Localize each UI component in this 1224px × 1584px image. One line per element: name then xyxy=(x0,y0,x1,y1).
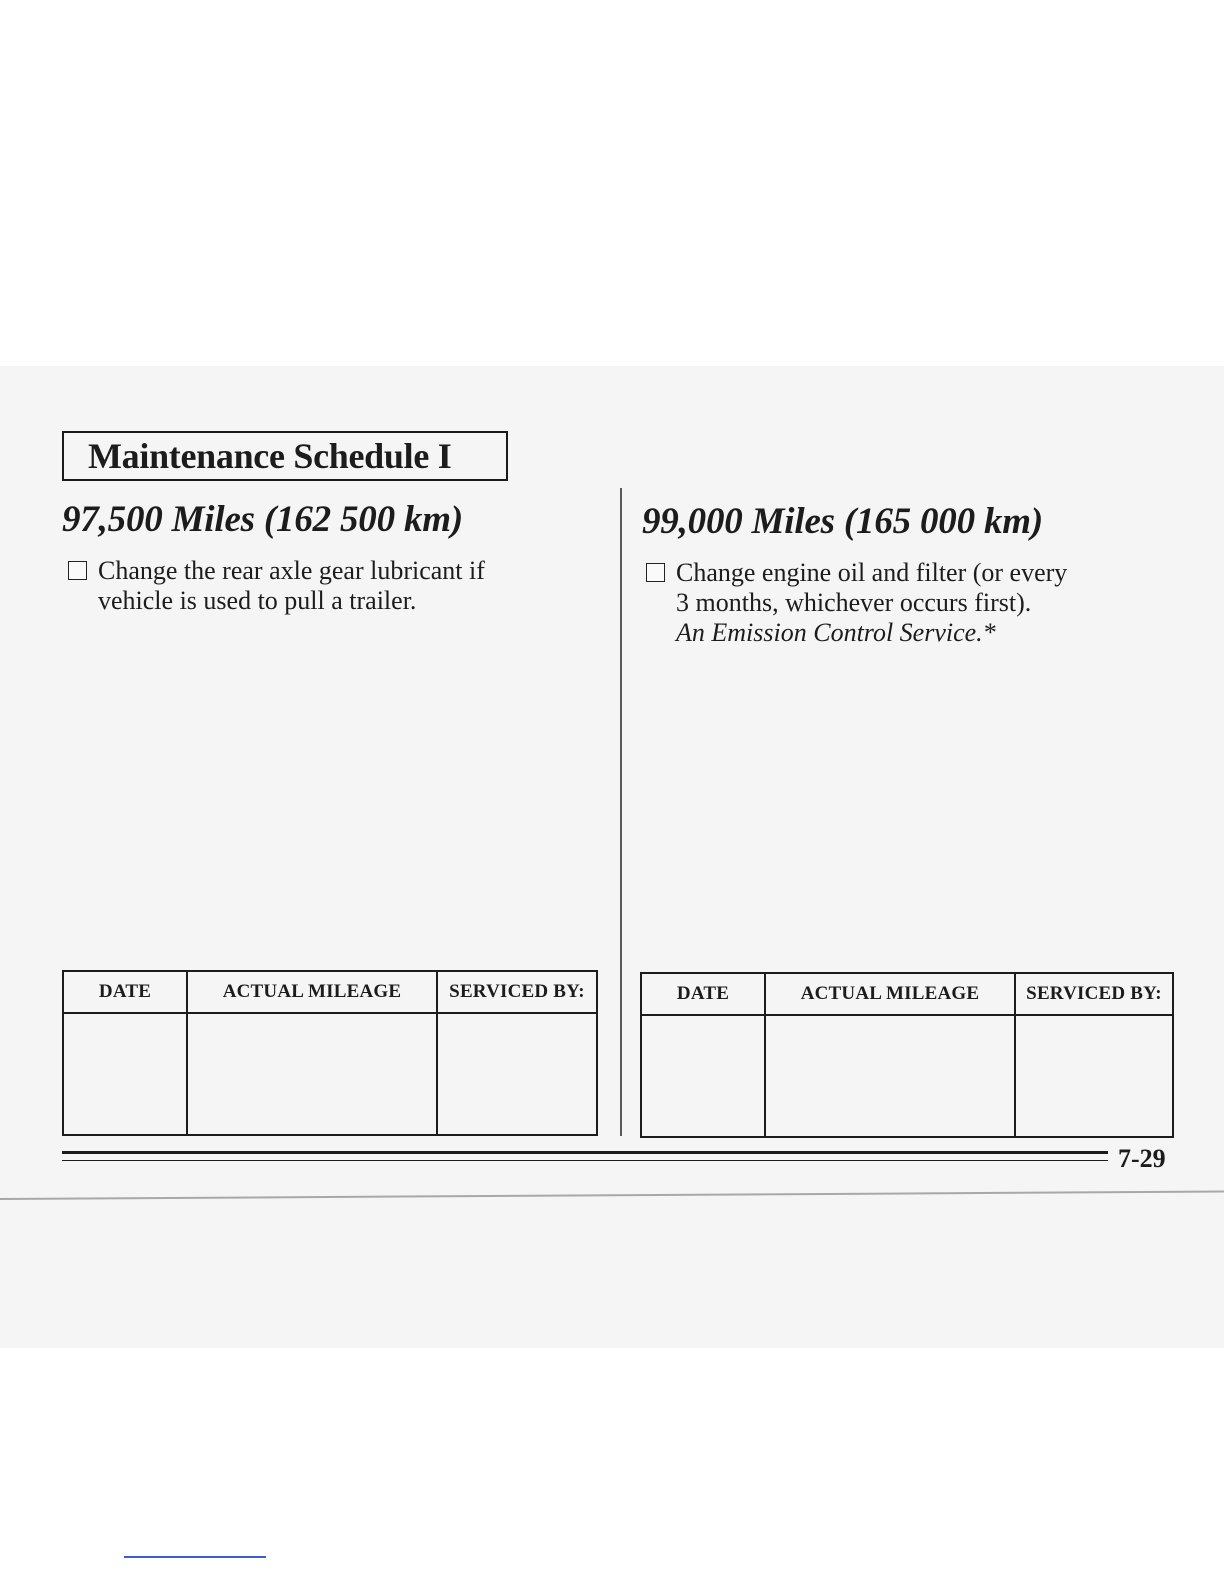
actual-mileage-cell[interactable] xyxy=(187,1013,437,1135)
emission-control-note: An Emission Control Service.* xyxy=(676,618,996,647)
footer-rule-thin xyxy=(62,1160,1108,1161)
date-cell[interactable] xyxy=(63,1013,187,1135)
right-service-log-table xyxy=(640,972,1174,1138)
footer-link-underline[interactable] xyxy=(124,1556,266,1558)
left-service-line-1: Change the rear axle gear lubricant if xyxy=(98,556,485,585)
right-service-line-1: Change engine oil and filter (or every xyxy=(676,558,1068,587)
table-header-row xyxy=(641,973,1173,1015)
actual-mileage-column-header: ACTUAL MILEAGE xyxy=(765,973,1015,1015)
left-service-item xyxy=(98,556,485,616)
section-title: Maintenance Schedule I xyxy=(62,431,508,481)
actual-mileage-column-header: ACTUAL MILEAGE xyxy=(187,971,437,1013)
right-service-checkbox[interactable] xyxy=(646,563,665,582)
serviced-by-cell[interactable] xyxy=(437,1013,597,1135)
footer-rule-thick xyxy=(62,1151,1108,1154)
left-service-checkbox[interactable] xyxy=(68,561,87,580)
right-interval-heading: 99,000 Miles (165 000 km) xyxy=(642,501,1043,542)
table-row xyxy=(641,1015,1173,1137)
date-column-header: DATE xyxy=(63,971,187,1013)
left-interval-heading: 97,500 Miles (162 500 km) xyxy=(62,499,463,540)
table-header-row xyxy=(63,971,597,1013)
column-divider xyxy=(620,488,622,1136)
page-number: 7-29 xyxy=(1118,1144,1166,1173)
left-service-log-table xyxy=(62,970,598,1136)
serviced-by-cell[interactable] xyxy=(1015,1015,1173,1137)
right-service-line-2: 3 months, whichever occurs first). xyxy=(676,588,1032,617)
date-column-header: DATE xyxy=(641,973,765,1015)
table-row xyxy=(63,1013,597,1135)
serviced-by-column-header: SERVICED BY: xyxy=(1015,973,1173,1015)
left-service-line-2: vehicle is used to pull a trailer. xyxy=(98,586,417,615)
date-cell[interactable] xyxy=(641,1015,765,1137)
serviced-by-column-header: SERVICED BY: xyxy=(437,971,597,1013)
actual-mileage-cell[interactable] xyxy=(765,1015,1015,1137)
right-service-item xyxy=(676,558,1067,648)
